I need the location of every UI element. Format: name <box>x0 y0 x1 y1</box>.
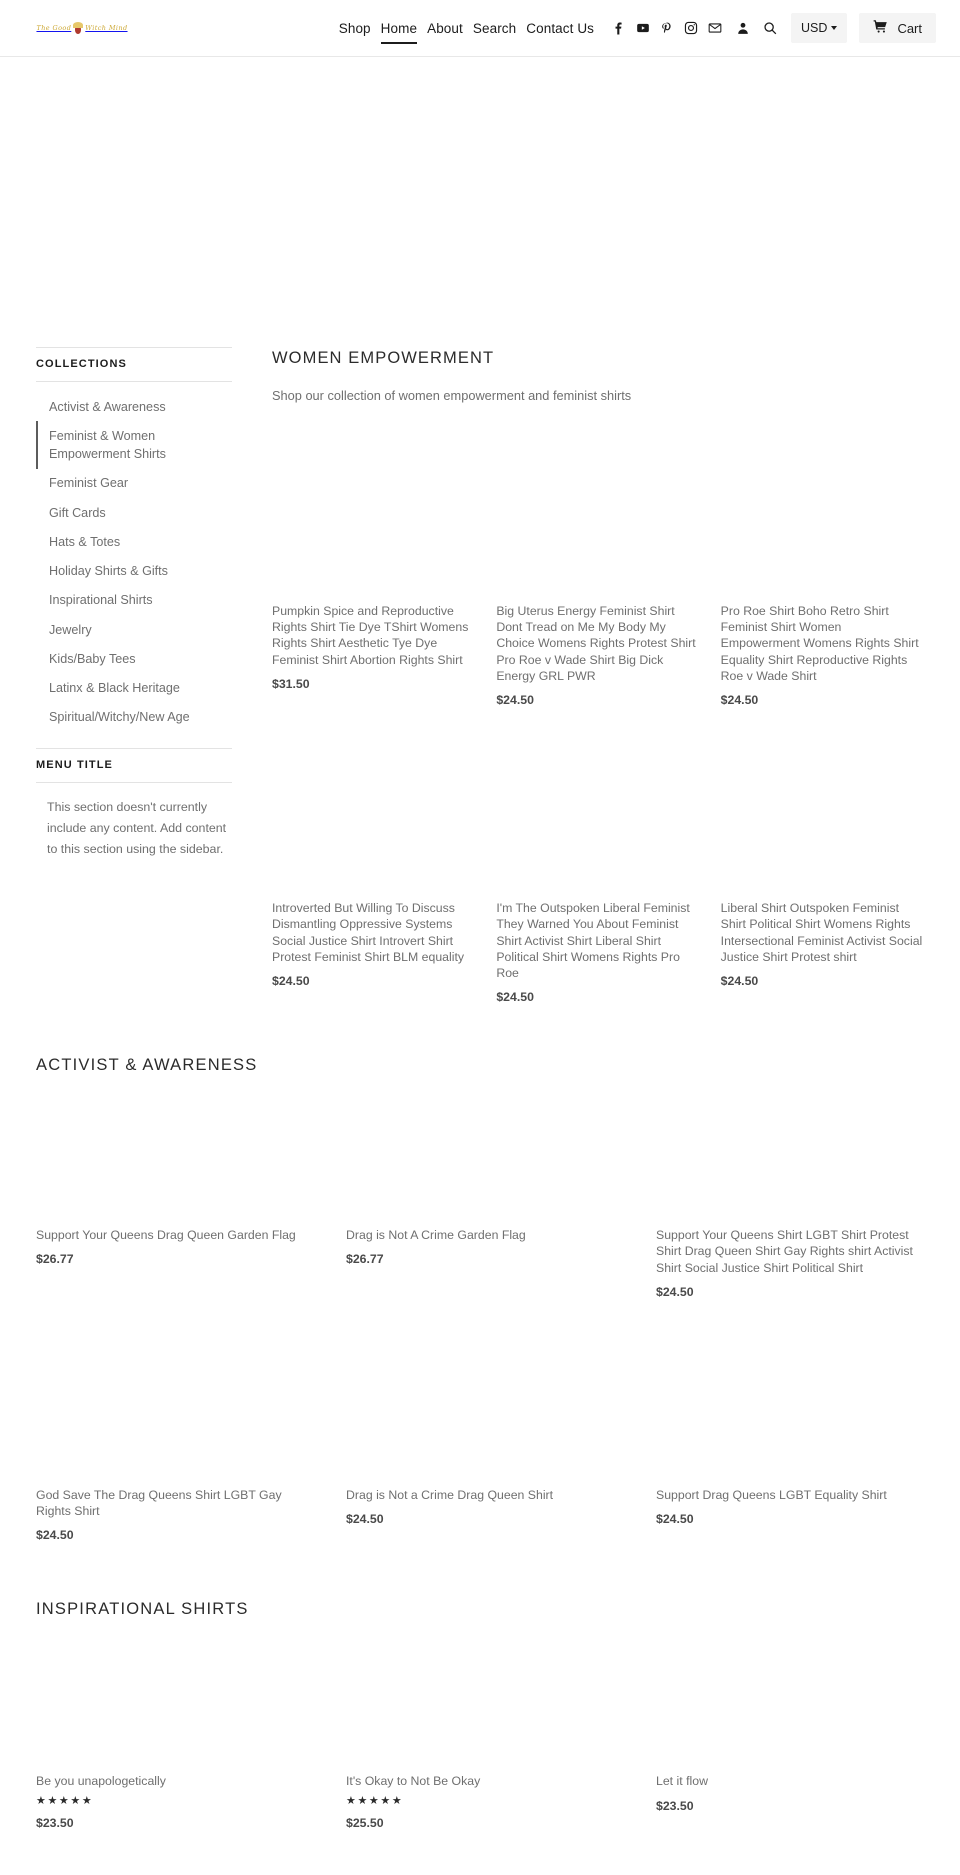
site-logo[interactable] <box>36 17 128 39</box>
sidebar <box>36 343 232 859</box>
sidebar-empty-note: This section doesn't currently include any content. Add content to this section using the sidebar. <box>47 800 227 856</box>
main-column <box>232 343 924 1004</box>
youtube-icon[interactable] <box>635 21 650 36</box>
header-right-cluster <box>334 13 936 43</box>
product-title: It's Okay to Not Be Okay <box>346 1774 481 1789</box>
account-icon[interactable] <box>735 21 750 36</box>
product-price: $25.50 <box>346 1815 384 1830</box>
product-image <box>272 707 475 892</box>
nav-item-home[interactable]: Home <box>376 17 422 40</box>
product-price: $24.50 <box>346 1512 384 1527</box>
email-icon[interactable] <box>707 21 722 36</box>
sidebar-item-spiritual-witchy-new-age[interactable]: Spiritual/Witchy/New Age <box>49 710 190 725</box>
product-card[interactable] <box>721 707 924 1004</box>
product-image <box>721 707 924 892</box>
product-title: Pro Roe Shirt Boho Retro Shirt Feminist Shirt Women Empowerment Womens Rights Shirt Equality Shirt Reproductive Rights Roe v Wade Shirt <box>720 604 919 683</box>
product-title: Support Drag Queens LGBT Equality Shirt <box>656 1487 887 1502</box>
product-price: $24.50 <box>656 1284 694 1299</box>
product-title: Liberal Shirt Outspoken Feminist Shirt Political Shirt Womens Rights Intersectional Feminist Activist Social Justice Shirt Protest shirt <box>720 901 923 964</box>
rating-stars: ★★★★★ <box>346 1794 404 1807</box>
product-price: $24.50 <box>720 693 759 708</box>
product-card[interactable] <box>346 1317 614 1542</box>
product-title: Drag is Not a Crime Drag Queen Shirt <box>346 1487 554 1502</box>
product-image <box>346 1635 614 1765</box>
sidebar-item-inspirational-shirts[interactable]: Inspirational Shirts <box>49 593 153 608</box>
pinterest-icon[interactable] <box>659 21 674 36</box>
product-image <box>496 707 699 892</box>
main-nav <box>334 17 599 40</box>
product-title: Be you unapologetically <box>36 1774 166 1789</box>
chevron-down-icon <box>831 26 837 30</box>
product-image <box>721 417 924 595</box>
section-title: INSPIRATIONAL SHIRTS <box>36 1600 249 1619</box>
sidebar-collections-list <box>36 382 232 732</box>
section-title: ACTIVIST & AWARENESS <box>36 1056 258 1075</box>
product-price: $24.50 <box>720 973 759 988</box>
logo-text-left: The Good <box>36 24 72 32</box>
page-body <box>0 57 960 1830</box>
search-icon[interactable] <box>762 21 777 36</box>
product-card[interactable] <box>36 1091 304 1299</box>
product-image <box>346 1091 614 1219</box>
section-activist-awareness <box>36 1056 924 1542</box>
cart-label: Cart <box>897 20 922 36</box>
product-title: God Save The Drag Queens Shirt LGBT Gay Rights Shirt <box>36 1487 282 1519</box>
product-price: $24.50 <box>36 1528 74 1543</box>
product-card[interactable] <box>656 1091 924 1299</box>
product-image <box>656 1635 924 1765</box>
sidebar-item-feminist-gear[interactable]: Feminist Gear <box>49 476 129 491</box>
sidebar-item-gift-cards[interactable]: Gift Cards <box>49 505 106 520</box>
product-title: Pumpkin Spice and Reproductive Rights Shirt Tie Dye TShirt Womens Rights Shirt Aesthetic Tye Dye Feminist Shirt Abortion Rights Shirt <box>272 604 469 667</box>
currency-value: USD <box>801 21 828 35</box>
product-grid-women-empowerment <box>272 417 924 1004</box>
utility-icons <box>735 21 777 36</box>
product-image <box>656 1317 924 1479</box>
product-image <box>272 417 475 595</box>
product-title: Big Uterus Energy Feminist Shirt Dont Tread on Me My Body My Choice Womens Rights Protest Shirt Pro Roe v Wade Shirt Big Dick Energy GRL PWR <box>496 604 696 683</box>
sidebar-item-holiday-shirts-gifts[interactable]: Holiday Shirts & Gifts <box>49 564 168 578</box>
product-price: $24.50 <box>496 693 534 708</box>
currency-selector[interactable] <box>791 13 847 43</box>
product-card[interactable] <box>272 707 475 1004</box>
product-title: Drag is Not A Crime Garden Flag <box>346 1228 526 1243</box>
rating-stars: ★★★★★ <box>36 1794 94 1807</box>
product-card[interactable] <box>721 417 924 707</box>
activist-grid-row-1 <box>36 1091 924 1299</box>
sidebar-collections-title: COLLECTIONS <box>36 347 232 382</box>
product-card[interactable] <box>346 1635 614 1829</box>
nav-item-contact-us[interactable]: Contact Us <box>526 20 595 36</box>
sidebar-item-feminist-women-empowerment-shirts[interactable]: Feminist & Women Empowerment Shirts <box>36 421 232 469</box>
hero-banner <box>36 57 924 343</box>
activist-grid-row-2 <box>36 1317 924 1542</box>
product-card[interactable] <box>346 1091 614 1299</box>
collection-description: Shop our collection of women empowerment and feminist shirts <box>272 388 632 403</box>
product-title: Support Your Queens Drag Queen Garden Flag <box>36 1228 296 1243</box>
product-title: I'm The Outspoken Liberal Feminist They Warned You About Feminist Shirt Activist Shirt Liberal Shirt Political Shirt Womens Rights Pro Roe <box>496 901 690 980</box>
nav-item-search[interactable]: Search <box>472 20 517 36</box>
nav-item-shop[interactable]: Shop <box>338 20 371 36</box>
product-card[interactable] <box>496 417 699 707</box>
product-image <box>496 417 699 595</box>
product-price: $26.77 <box>36 1252 74 1267</box>
product-card[interactable] <box>656 1635 924 1829</box>
product-card[interactable] <box>496 707 699 1004</box>
product-price: $24.50 <box>272 973 310 988</box>
section-inspirational-shirts <box>36 1600 924 1829</box>
site-header <box>0 0 960 57</box>
product-title: Let it flow <box>656 1774 708 1789</box>
instagram-icon[interactable] <box>683 21 698 36</box>
product-price: $26.77 <box>346 1252 384 1267</box>
product-image <box>36 1317 304 1479</box>
product-title: Introverted But Willing To Discuss Dismantling Oppressive Systems Social Justice Shirt Introvert Shirt Protest Feminist Shirt BLM equality <box>272 901 465 964</box>
inspirational-grid <box>36 1635 924 1829</box>
cart-button[interactable] <box>859 13 936 43</box>
sidebar-item-hats-totes[interactable]: Hats & Totes <box>49 534 121 549</box>
page-title: WOMEN EMPOWERMENT <box>272 349 495 367</box>
product-price: $23.50 <box>36 1815 74 1830</box>
sidebar-item-latinx-black-heritage[interactable]: Latinx & Black Heritage <box>49 681 180 695</box>
nav-item-about[interactable]: About <box>427 20 463 36</box>
logo-text-right: Witch Mind <box>85 24 128 32</box>
product-card[interactable] <box>36 1317 304 1542</box>
sidebar-item-kids-baby-tees[interactable]: Kids/Baby Tees <box>49 651 136 666</box>
product-card[interactable] <box>272 417 475 707</box>
product-price: $24.50 <box>496 990 534 1005</box>
product-image <box>36 1091 304 1219</box>
cart-icon <box>873 19 888 37</box>
product-price: $31.50 <box>272 676 310 691</box>
product-price: $23.50 <box>656 1798 694 1813</box>
product-image <box>36 1635 304 1765</box>
content-row <box>36 343 924 1004</box>
sidebar-menu-title: MENU TITLE <box>36 748 232 783</box>
facebook-icon[interactable] <box>611 21 626 36</box>
sidebar-item-jewelry[interactable]: Jewelry <box>49 622 92 637</box>
sidebar-item-activist-awareness[interactable]: Activist & Awareness <box>49 399 166 414</box>
social-icons <box>611 21 722 36</box>
product-price: $24.50 <box>656 1512 694 1527</box>
witch-hand-icon <box>73 22 83 34</box>
product-image <box>346 1317 614 1479</box>
product-card[interactable] <box>36 1635 304 1829</box>
product-title: Support Your Queens Shirt LGBT Shirt Protest Shirt Drag Queen Shirt Gay Rights shirt Activist Shirt Social Justice Shirt Political Shirt <box>656 1228 913 1275</box>
product-image <box>656 1091 924 1219</box>
product-card[interactable] <box>656 1317 924 1542</box>
